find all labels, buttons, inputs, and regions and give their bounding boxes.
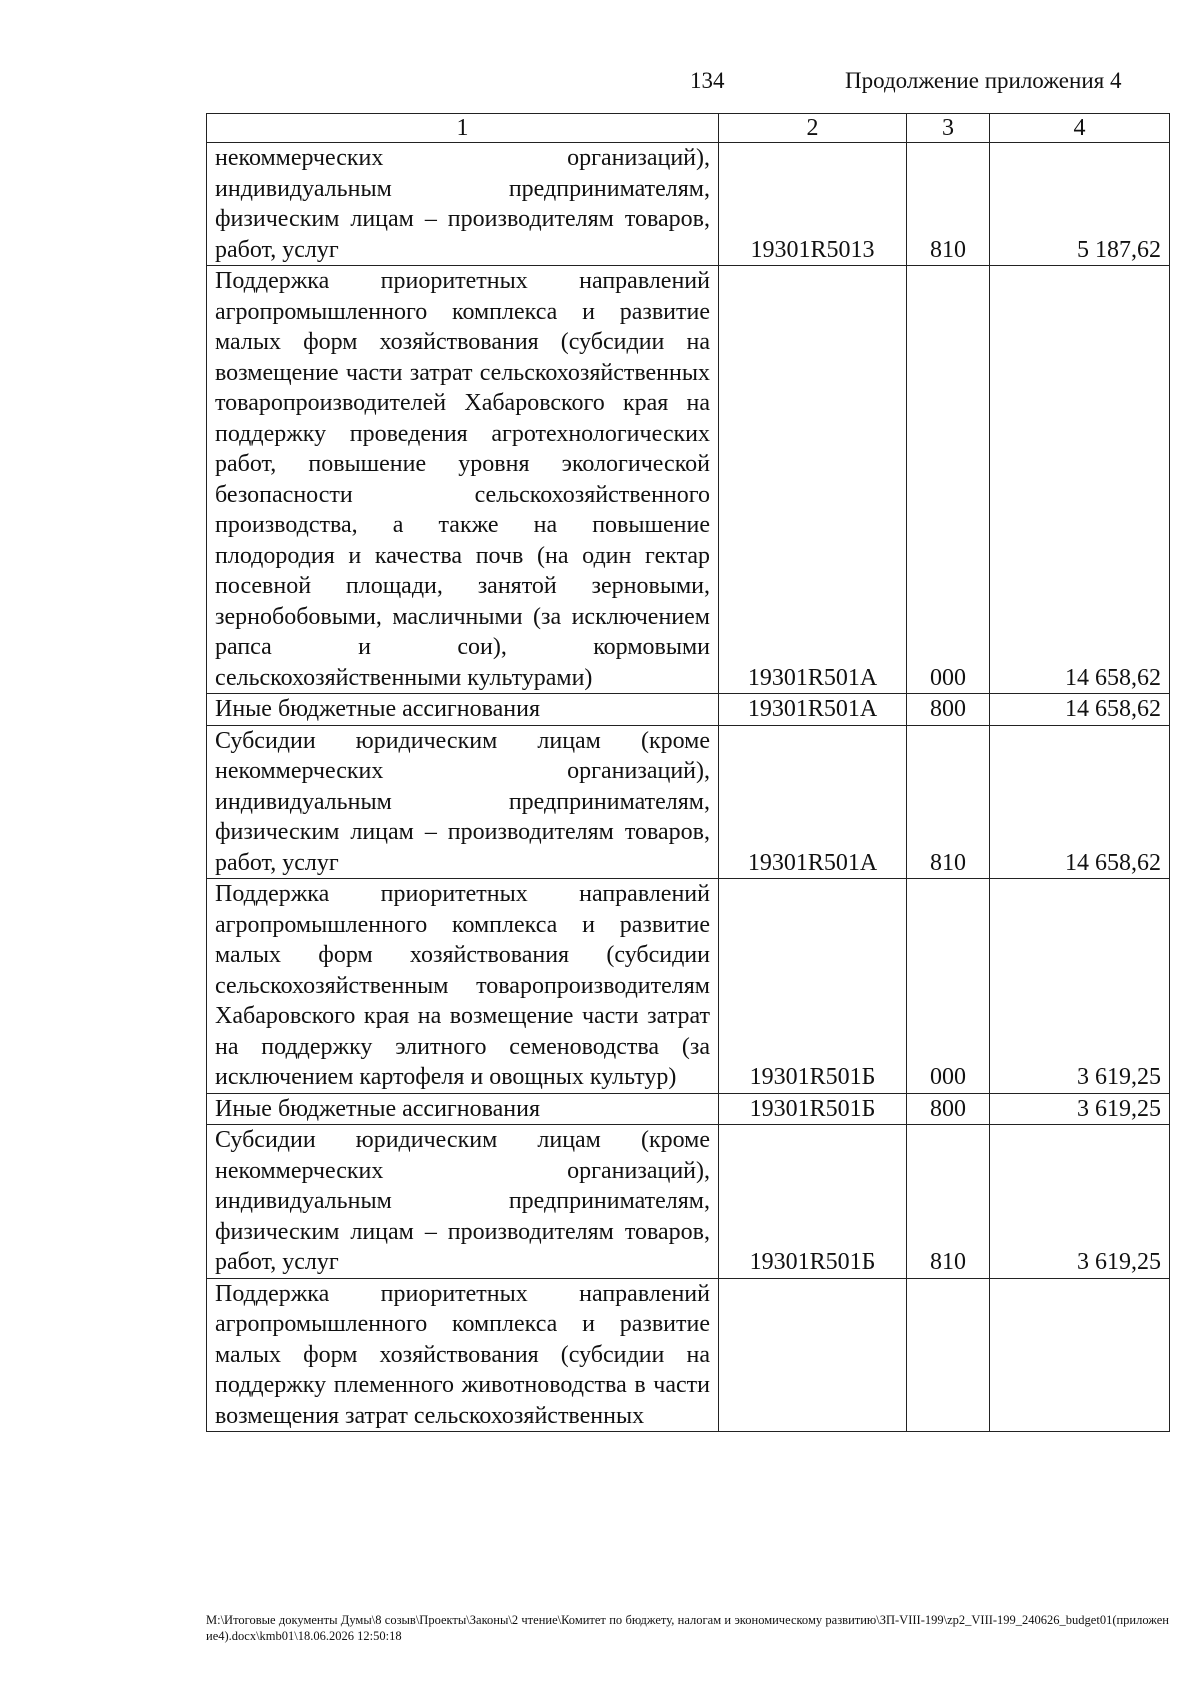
table-header-row <box>207 114 1170 143</box>
row-description: Субсидии юридическим лицам (кроме некоммерческих организаций), индивидуальным предпринимателям, физическим лицам – производителям товаров, работ, услуг <box>207 1125 719 1279</box>
table-row <box>207 694 1170 726</box>
row-expense-type: 810 <box>907 725 990 879</box>
row-description: Поддержка приоритетных направлений агропромышленного комплекса и развитие малых форм хозяйствования (субсидии сельскохозяйственным товаропроизводителям Хабаровского края на возмещение части затрат на поддержку элитного семеноводства (за исключением картофеля и овощных культур) <box>207 879 719 1094</box>
row-expense-type: 000 <box>907 266 990 694</box>
row-code: 19301R501A <box>719 725 907 879</box>
row-code: 19301R5013 <box>719 143 907 266</box>
row-amount: 3 619,25 <box>990 879 1170 1094</box>
column-header: 4 <box>990 114 1170 143</box>
row-amount: 14 658,62 <box>990 266 1170 694</box>
row-code <box>719 1278 907 1432</box>
row-amount: 14 658,62 <box>990 725 1170 879</box>
column-header: 1 <box>207 114 719 143</box>
row-amount: 5 187,62 <box>990 143 1170 266</box>
row-code: 19301R501Б <box>719 879 907 1094</box>
table-row <box>207 1093 1170 1125</box>
table-row <box>207 879 1170 1094</box>
row-amount <box>990 1278 1170 1432</box>
table-row <box>207 143 1170 266</box>
table-row <box>207 1125 1170 1279</box>
row-description: Иные бюджетные ассигнования <box>207 694 719 726</box>
row-expense-type <box>907 1278 990 1432</box>
row-code: 19301R501A <box>719 266 907 694</box>
table-row <box>207 266 1170 694</box>
column-header: 2 <box>719 114 907 143</box>
table-row <box>207 725 1170 879</box>
row-code: 19301R501Б <box>719 1093 907 1125</box>
row-code: 19301R501Б <box>719 1125 907 1279</box>
continuation-label: Продолжение приложения 4 <box>845 68 1122 93</box>
footer-file-path: M:\Итоговые документы Думы\8 созыв\Проекты\Законы\2 чтение\Комитет по бюджету, налогам и экономическому развитию\ЗП-VIII-199\zp2_VIII-199_240626_budget01(приложение4).docx\kmb01\18.06.2026 12:50:18 <box>206 1613 1169 1643</box>
row-amount: 14 658,62 <box>990 694 1170 726</box>
row-description: Иные бюджетные ассигнования <box>207 1093 719 1125</box>
row-description: некоммерческих организаций), индивидуальным предпринимателям, физическим лицам – производителям товаров, работ, услуг <box>207 143 719 266</box>
table-row <box>207 1278 1170 1432</box>
row-description: Субсидии юридическим лицам (кроме некоммерческих организаций), индивидуальным предпринимателям, физическим лицам – производителям товаров, работ, услуг <box>207 725 719 879</box>
row-description: Поддержка приоритетных направлений агропромышленного комплекса и развитие малых форм хозяйствования (субсидии на возмещение части затрат сельскохозяйственных товаропроизводителей Хабаровского края на поддержку проведения агротехнологических работ, повышение уровня экологической безопасности сельскохозяйственного производства, а также на повышение плодородия и качества почв (на один гектар посевной площади, занятой зерновыми, зернобобовыми, масличными (за исключением рапса и сои), кормовыми сельскохозяйственными культурами) <box>207 266 719 694</box>
page-number: 134 <box>690 68 725 93</box>
row-expense-type: 810 <box>907 1125 990 1279</box>
row-code: 19301R501A <box>719 694 907 726</box>
column-header: 3 <box>907 114 990 143</box>
row-amount: 3 619,25 <box>990 1093 1170 1125</box>
row-description: Поддержка приоритетных направлений агропромышленного комплекса и развитие малых форм хозяйствования (субсидии на поддержку племенного животноводства в части возмещения затрат сельскохозяйственных <box>207 1278 719 1432</box>
row-amount: 3 619,25 <box>990 1125 1170 1279</box>
row-expense-type: 810 <box>907 143 990 266</box>
row-expense-type: 800 <box>907 694 990 726</box>
budget-table <box>206 113 1170 1432</box>
row-expense-type: 000 <box>907 879 990 1094</box>
row-expense-type: 800 <box>907 1093 990 1125</box>
